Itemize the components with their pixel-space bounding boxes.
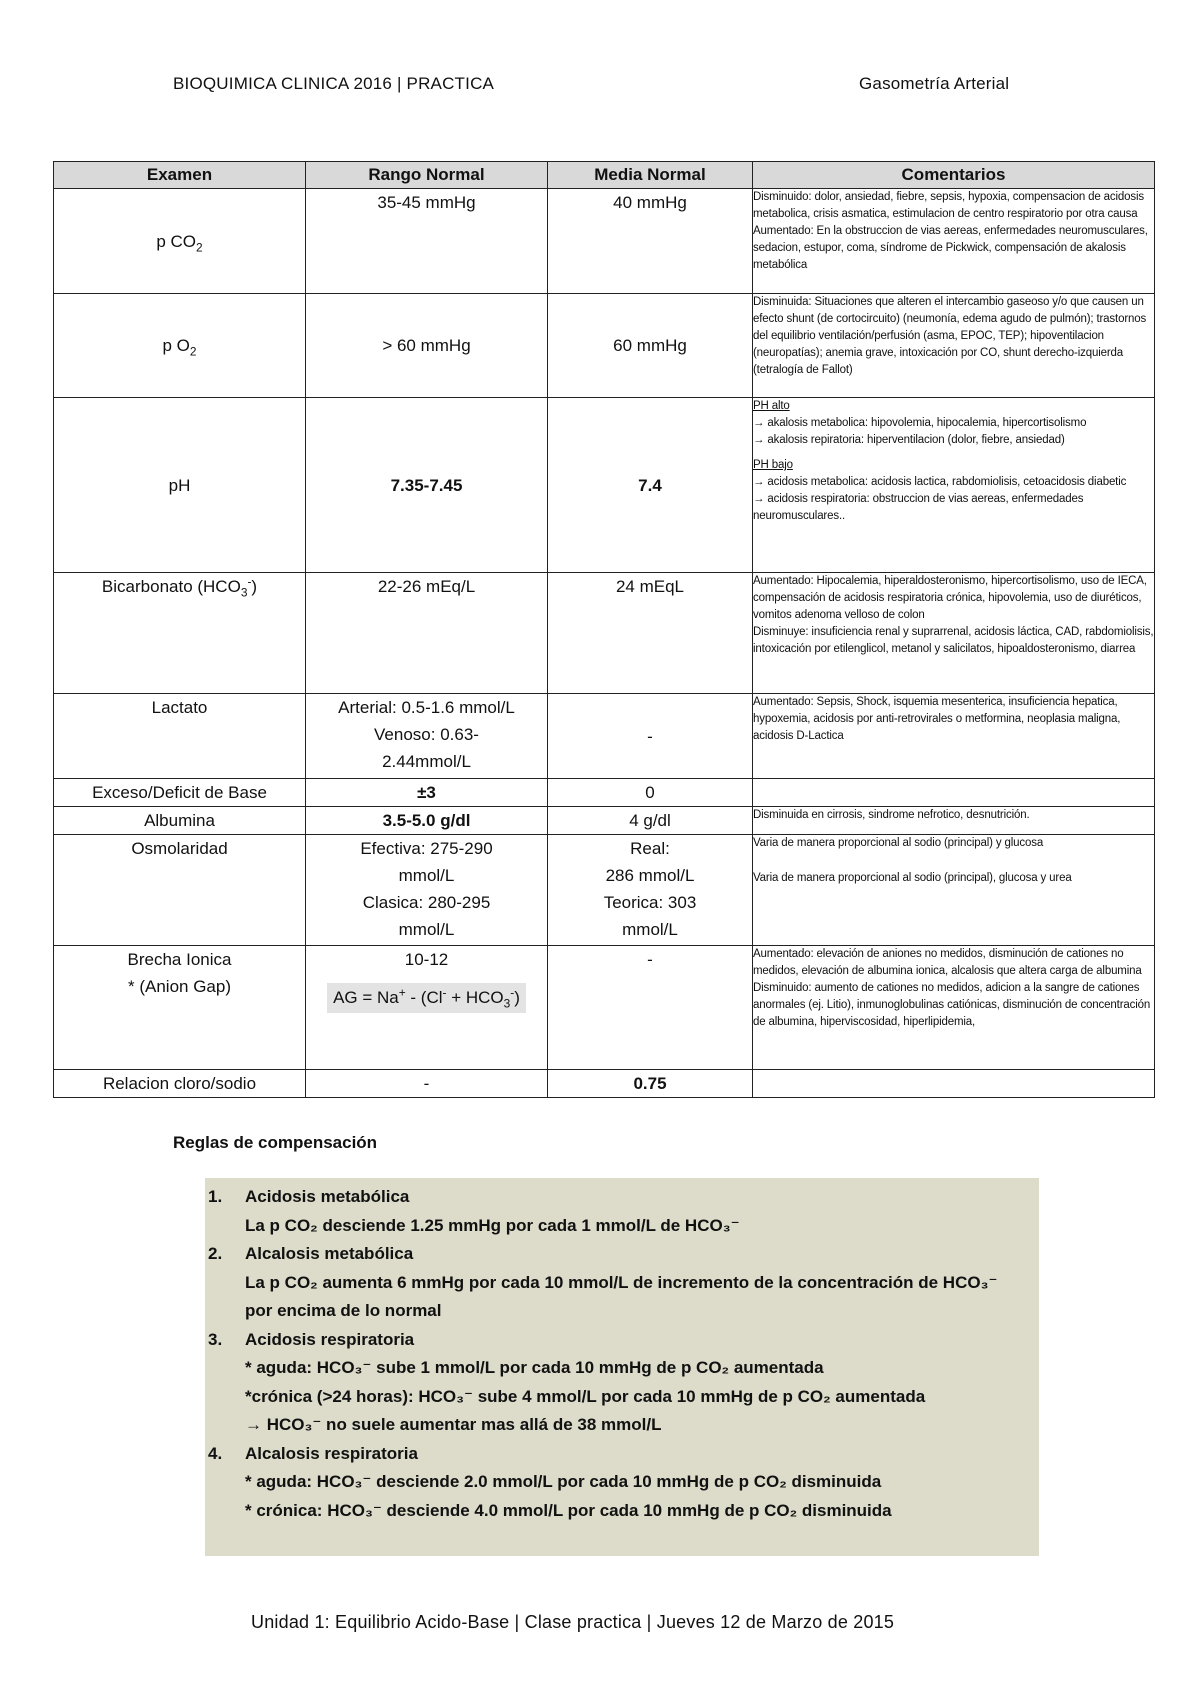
table-row [54,779,1155,807]
exam-name: p $CO_2$ [54,189,306,294]
normal-mean: 4 g/dl [548,807,753,835]
normal-range: Arterial: 0.5-1.6 mmol/L Venoso: 0.63- 2.44mmol/L [306,694,548,779]
exam-name: Bicarbonato $(HCO_3^-)$ [54,573,306,694]
table-row [54,694,1155,779]
table-header-row [54,162,1155,189]
comments [753,779,1155,807]
exam-name: Relacion cloro/sodio [54,1070,306,1098]
list-item: 1. Acidosis metabólica La p CO₂ desciende 1.25 mmHg por cada 1 mmol/L de HCO₃⁻ [208,1187,740,1235]
list-item: 3. Acidosis respiratoria * aguda: HCO₃⁻ sube 1 mmol/L por cada 10 mmHg de p CO₂ aumentada *crónica (>24 horas): HCO₃⁻ sube 4 mmol/L por cada 10 mmHg de p CO₂ aumentada → HCO₃⁻ no suele aumentar mas allá de 38 mmol/L [208,1329,926,1434]
exam-name: p $O_2$ [54,294,306,398]
reference-table [53,161,1155,1098]
normal-range: 7.35-7.45 [306,398,548,573]
normal-mean: 40 mmHg [548,189,753,294]
normal-range: Efectiva: 275-290 mmol/L Clasica: 280-295 mmol/L [306,835,548,946]
comments: Disminuida: Situaciones que alteren el intercambio gaseoso y/o que causen un efecto shunt (de cortocircuito) (neumonía, edema agudo de pulmón); trastornos del equilibrio ventilación/perfusión (asma, EPOC, TEP); hipoventilacion (neuropatías); anemia grave, intoxicación por CO, shunt derecho-izquierda (tetralogía de Fallot) [753,294,1155,398]
table-row [54,398,1155,573]
page-footer: Unidad 1: Equilibrio Acido-Base | Clase practica | Jueves 12 de Marzo de 2015 [251,1612,895,1632]
exam-name: Brecha Ionica * (Anion Gap) [54,946,306,1070]
table-row [54,189,1155,294]
normal-range: 35-45 mmHg [306,189,548,294]
exam-name: Lactato [54,694,306,779]
table-row [54,835,1155,946]
normal-mean: Real: 286 mmol/L Teorica: 303 mmol/L [548,835,753,946]
comments: Varia de manera proporcional al sodio (principal) y glucosa Varia de manera proporcional al sodio (principal), glucosa y urea [753,835,1155,946]
normal-mean: - [548,946,753,1070]
table-row [54,807,1155,835]
list-item: 2. Alcalosis metabólica La p CO₂ aumenta 6 mmHg por cada 10 mmol/L de incremento de la concentración de HCO₃⁻ por encima de lo normal [208,1244,998,1320]
normal-mean: - [548,694,753,779]
normal-range: ±3 [306,779,548,807]
comments [753,1070,1155,1098]
normal-mean: 24 mEqL [548,573,753,694]
exam-name: Albumina [54,807,306,835]
normal-range: 22-26 mEq/L [306,573,548,694]
header-topic-title: Gasometría Arterial [859,74,1010,93]
compensation-rules-title: Reglas de compensación [173,1133,378,1152]
compensation-rules-box [205,1178,1039,1556]
normal-range: - [306,1070,548,1098]
table-row [54,294,1155,398]
normal-range: > 60 mmHg [306,294,548,398]
normal-mean: 0.75 [548,1070,753,1098]
normal-mean: 0 [548,779,753,807]
table-row [54,946,1155,1070]
normal-range: 10-12 AG = $Na^+ - (Cl^- + HCO_3^-)$ [306,946,548,1070]
comments: Disminuido: dolor, ansiedad, fiebre, sepsis, hypoxia, compensacion de acidosis metabolica, crisis asmatica, estimulacion de centro respiratorio por otra causa Aumentado: En la obstruccion de vias aereas, enfermedades neuromusculares, sedacion, estupor, coma, síndrome de Pickwick, compensación de akalosis metabólica [753,189,1155,294]
table-row [54,1070,1155,1098]
anion-gap-formula: AG = $Na^+ - (Cl^- + HCO_3^-)$ [327,983,526,1013]
comments: Aumentado: Sepsis, Shock, isquemia mesenterica, insuficiencia hepatica, hypoxemia, acidosis por anti-retrovirales o metformina, neoplasia maligna, acidosis D-Lactica [753,694,1155,779]
normal-mean: 60 mmHg [548,294,753,398]
header-course-title: BIOQUIMICA CLINICA 2016 | PRACTICA [173,74,495,93]
column-header-media: Media Normal [548,162,753,189]
comments: PH alto → akalosis metabolica: hipovolemia, hipocalemia, hipercortisolismo → akalosis repiratoria: hiperventilacion (dolor, fiebre, ansiedad) PH bajo → acidosis metabolica: acidosis lactica, rabdomiolisis, cetoacidosis diabetic → acidosis respiratoria: obstruccion de vias aereas, enfermedades neuromusculares.. [753,398,1155,573]
comments: Aumentado: elevación de aniones no medidos, disminución de cationes no medidos, elevación de albumina ionica, alcalosis que altera carga de albumina Disminuido: aumento de cationes no medidos, adicion a la sangre de cationes anormales (ej. Litio), inmunoglobulinas catiónicas, disminución de concentración de albumina, hiperviscosidad, hiperlipidemia, [753,946,1155,1070]
exam-name: Osmolaridad [54,835,306,946]
list-item: 4. Alcalosis respiratoria * aguda: HCO₃⁻ desciende 2.0 mmol/L por cada 10 mmHg de p CO₂ disminuida * crónica: HCO₃⁻ desciende 4.0 mmol/L por cada 10 mmHg de p CO₂ disminuida [208,1443,892,1520]
column-header-rango: Rango Normal [306,162,548,189]
normal-mean: 7.4 [548,398,753,573]
exam-name: pH [54,398,306,573]
normal-range: 3.5-5.0 g/dl [306,807,548,835]
exam-name: Exceso/Deficit de Base [54,779,306,807]
comments: Aumentado: Hipocalemia, hiperaldosteronismo, hipercortisolismo, uso de IECA, compensación de acidosis respiratoria crónica, hipovolemia, uso de diuréticos, vomitos adenoma velloso de colon Disminuye: insuficiencia renal y suprarrenal, acidosis láctica, CAD, rabdomiolisis, intoxicación por etilenglicol, metanol y salicilatos, hipoaldosteronismo, diarrea [753,573,1155,694]
comments: Disminuida en cirrosis, sindrome nefrotico, desnutrición. [753,807,1155,835]
column-header-comentarios: Comentarios [753,162,1155,189]
column-header-examen: Examen [54,162,306,189]
table-row [54,573,1155,694]
